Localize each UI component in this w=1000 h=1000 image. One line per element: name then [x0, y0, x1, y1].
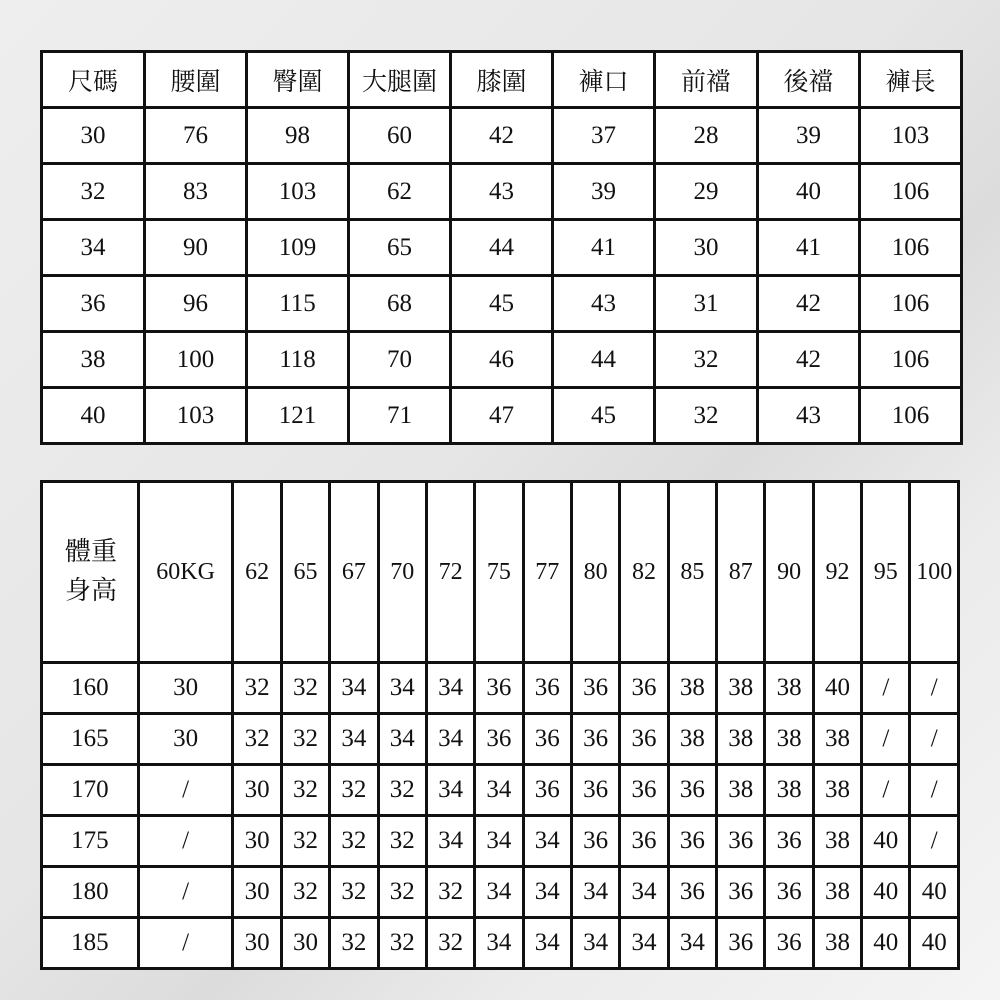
size-cell: 32 — [330, 816, 378, 867]
table-cell: 28 — [655, 108, 758, 164]
table-cell: 96 — [145, 276, 247, 332]
size-cell: / — [910, 663, 959, 714]
table-cell: 43 — [553, 276, 655, 332]
size-cell: 38 — [765, 714, 813, 765]
weight-header: 65 — [281, 482, 329, 663]
header-length: 褲長 — [860, 52, 962, 108]
size-cell: 38 — [765, 663, 813, 714]
size-cell: 34 — [523, 816, 571, 867]
header-hip: 臀圍 — [247, 52, 349, 108]
size-cell: 36 — [571, 816, 619, 867]
size-cell: 32 — [426, 918, 474, 969]
table-row — [42, 867, 959, 918]
size-cell: 32 — [281, 867, 329, 918]
table-cell: 76 — [145, 108, 247, 164]
table-cell: 60 — [349, 108, 451, 164]
table-cell: 47 — [451, 388, 553, 444]
size-cell: 32 — [378, 816, 426, 867]
size-cell: / — [910, 714, 959, 765]
size-cell: 40 — [862, 918, 910, 969]
size-cell: 34 — [523, 918, 571, 969]
size-cell: 36 — [620, 816, 668, 867]
size-cell: 34 — [475, 918, 523, 969]
size-cell: 40 — [910, 918, 959, 969]
size-cell: 34 — [426, 765, 474, 816]
weight-header: 100 — [910, 482, 959, 663]
weight-header: 70 — [378, 482, 426, 663]
table-cell: 29 — [655, 164, 758, 220]
table-cell: 103 — [247, 164, 349, 220]
size-cell: 40 — [862, 867, 910, 918]
table-cell: 118 — [247, 332, 349, 388]
header-back-rise: 後襠 — [758, 52, 860, 108]
weight-header: 60KG — [138, 482, 233, 663]
table-cell: 106 — [860, 332, 962, 388]
size-cell: 36 — [523, 663, 571, 714]
weight-header: 75 — [475, 482, 523, 663]
size-cell: 32 — [281, 663, 329, 714]
size-cell: 38 — [717, 765, 765, 816]
table-row — [42, 918, 959, 969]
table-cell: 46 — [451, 332, 553, 388]
table-row — [42, 388, 962, 444]
table-cell: 70 — [349, 332, 451, 388]
weight-header: 95 — [862, 482, 910, 663]
size-cell: 30 — [233, 816, 281, 867]
table-cell: 42 — [758, 332, 860, 388]
size-cell: 38 — [813, 816, 861, 867]
size-cell: 30 — [233, 867, 281, 918]
height-cell: 175 — [42, 816, 139, 867]
header-waist: 腰圍 — [145, 52, 247, 108]
table-row — [42, 332, 962, 388]
fit-chart-table — [40, 480, 960, 970]
size-cell: 34 — [378, 663, 426, 714]
size-cell: 34 — [475, 816, 523, 867]
table-cell: 109 — [247, 220, 349, 276]
table-cell: 38 — [42, 332, 145, 388]
table-cell: 31 — [655, 276, 758, 332]
header-leg-opening: 褲口 — [553, 52, 655, 108]
table-cell: 30 — [655, 220, 758, 276]
table-cell: 39 — [553, 164, 655, 220]
size-cell: 38 — [717, 663, 765, 714]
table-cell: 103 — [145, 388, 247, 444]
size-cell: 38 — [717, 714, 765, 765]
table-cell: 43 — [451, 164, 553, 220]
size-cell: 38 — [668, 663, 716, 714]
size-cell: / — [910, 816, 959, 867]
height-cell: 180 — [42, 867, 139, 918]
table-cell: 103 — [860, 108, 962, 164]
size-cell: 36 — [475, 663, 523, 714]
height-cell: 160 — [42, 663, 139, 714]
size-cell: 36 — [475, 714, 523, 765]
size-cell: / — [862, 765, 910, 816]
weight-header: 62 — [233, 482, 281, 663]
size-cell: 32 — [281, 816, 329, 867]
table-cell: 45 — [553, 388, 655, 444]
size-cell: / — [138, 816, 233, 867]
weight-header: 80 — [571, 482, 619, 663]
size-cell: 36 — [668, 765, 716, 816]
size-cell: 34 — [523, 867, 571, 918]
table-cell: 43 — [758, 388, 860, 444]
size-cell: 36 — [717, 918, 765, 969]
size-cell: 36 — [668, 816, 716, 867]
weight-header: 92 — [813, 482, 861, 663]
size-cell: 40 — [813, 663, 861, 714]
header-knee: 膝圍 — [451, 52, 553, 108]
size-cell: 34 — [620, 918, 668, 969]
table-cell: 41 — [553, 220, 655, 276]
table-cell: 106 — [860, 164, 962, 220]
table-cell: 106 — [860, 276, 962, 332]
size-cell: 32 — [233, 663, 281, 714]
size-chart-table — [40, 50, 963, 445]
table-row — [42, 164, 962, 220]
size-cell: 38 — [813, 714, 861, 765]
size-cell: 34 — [571, 867, 619, 918]
size-cell: / — [910, 765, 959, 816]
weight-header: 87 — [717, 482, 765, 663]
table-cell: 40 — [42, 388, 145, 444]
size-cell: 38 — [765, 765, 813, 816]
size-cell: 30 — [233, 765, 281, 816]
table-cell: 32 — [655, 332, 758, 388]
size-cell: 36 — [620, 765, 668, 816]
table-row — [42, 276, 962, 332]
size-cell: 36 — [765, 816, 813, 867]
table-row — [42, 714, 959, 765]
size-cell: 32 — [330, 918, 378, 969]
table-cell: 71 — [349, 388, 451, 444]
table-cell: 106 — [860, 220, 962, 276]
table-row — [42, 108, 962, 164]
header-front-rise: 前襠 — [655, 52, 758, 108]
table-cell: 44 — [451, 220, 553, 276]
header-thigh: 大腿圍 — [349, 52, 451, 108]
size-cell: 34 — [426, 663, 474, 714]
weight-header: 85 — [668, 482, 716, 663]
size-cell: 32 — [233, 714, 281, 765]
table-cell: 121 — [247, 388, 349, 444]
size-cell: 36 — [571, 765, 619, 816]
table-cell: 68 — [349, 276, 451, 332]
table-cell: 90 — [145, 220, 247, 276]
table-cell: 115 — [247, 276, 349, 332]
size-cell: 32 — [378, 765, 426, 816]
size-cell: 32 — [330, 765, 378, 816]
size-cell: / — [138, 765, 233, 816]
table-cell: 32 — [655, 388, 758, 444]
size-cell: 36 — [765, 867, 813, 918]
table-cell: 106 — [860, 388, 962, 444]
size-cell: / — [138, 867, 233, 918]
size-cell: 36 — [717, 816, 765, 867]
size-cell: 32 — [281, 714, 329, 765]
table-cell: 98 — [247, 108, 349, 164]
size-cell: 30 — [281, 918, 329, 969]
height-cell: 185 — [42, 918, 139, 969]
size-cell: 38 — [668, 714, 716, 765]
table-row — [42, 663, 959, 714]
table-cell: 40 — [758, 164, 860, 220]
table-cell: 42 — [451, 108, 553, 164]
size-cell: 34 — [330, 714, 378, 765]
table-cell: 65 — [349, 220, 451, 276]
table-cell: 83 — [145, 164, 247, 220]
table-row — [42, 765, 959, 816]
table-cell: 62 — [349, 164, 451, 220]
table-cell: 37 — [553, 108, 655, 164]
size-cell: 34 — [426, 714, 474, 765]
size-cell: 34 — [475, 765, 523, 816]
table-cell: 41 — [758, 220, 860, 276]
size-cell: / — [862, 663, 910, 714]
height-label: 身高 — [65, 576, 118, 606]
table-cell: 39 — [758, 108, 860, 164]
size-cell: 38 — [813, 918, 861, 969]
weight-header: 90 — [765, 482, 813, 663]
size-cell: 34 — [668, 918, 716, 969]
size-cell: 32 — [378, 918, 426, 969]
size-cell: 32 — [426, 867, 474, 918]
size-cell: 32 — [281, 765, 329, 816]
size-cell: 34 — [378, 714, 426, 765]
size-cell: 36 — [571, 663, 619, 714]
size-cell: 34 — [426, 816, 474, 867]
size-cell: 34 — [330, 663, 378, 714]
weight-header: 72 — [426, 482, 474, 663]
size-cell: 36 — [620, 663, 668, 714]
size-cell: / — [138, 918, 233, 969]
table-cell: 30 — [42, 108, 145, 164]
size-cell: 30 — [233, 918, 281, 969]
size-cell: 36 — [523, 714, 571, 765]
size-cell: 36 — [668, 867, 716, 918]
weight-header: 67 — [330, 482, 378, 663]
size-cell: 40 — [910, 867, 959, 918]
size-cell: 34 — [571, 918, 619, 969]
size-cell: 36 — [571, 714, 619, 765]
table-row — [42, 816, 959, 867]
fit-chart-header-row — [42, 482, 959, 663]
weight-header: 82 — [620, 482, 668, 663]
height-cell: 165 — [42, 714, 139, 765]
table-cell: 100 — [145, 332, 247, 388]
size-cell: 36 — [765, 918, 813, 969]
size-cell: 36 — [620, 714, 668, 765]
size-cell: 40 — [862, 816, 910, 867]
fit-chart-corner — [42, 482, 139, 663]
size-cell: 38 — [813, 765, 861, 816]
size-cell: 30 — [138, 663, 233, 714]
table-cell: 36 — [42, 276, 145, 332]
table-cell: 44 — [553, 332, 655, 388]
table-cell: 32 — [42, 164, 145, 220]
table-cell: 34 — [42, 220, 145, 276]
size-cell: 36 — [523, 765, 571, 816]
header-size: 尺碼 — [42, 52, 145, 108]
size-cell: 32 — [378, 867, 426, 918]
table-cell: 45 — [451, 276, 553, 332]
size-cell: 32 — [330, 867, 378, 918]
weight-header: 77 — [523, 482, 571, 663]
height-cell: 170 — [42, 765, 139, 816]
size-cell: 34 — [475, 867, 523, 918]
size-cell: 30 — [138, 714, 233, 765]
size-cell: 36 — [717, 867, 765, 918]
table-row — [42, 220, 962, 276]
size-cell: 38 — [813, 867, 861, 918]
weight-label: 體重 — [65, 537, 118, 567]
table-cell: 42 — [758, 276, 860, 332]
size-cell: / — [862, 714, 910, 765]
size-cell: 34 — [620, 867, 668, 918]
size-chart-header-row — [42, 52, 962, 108]
